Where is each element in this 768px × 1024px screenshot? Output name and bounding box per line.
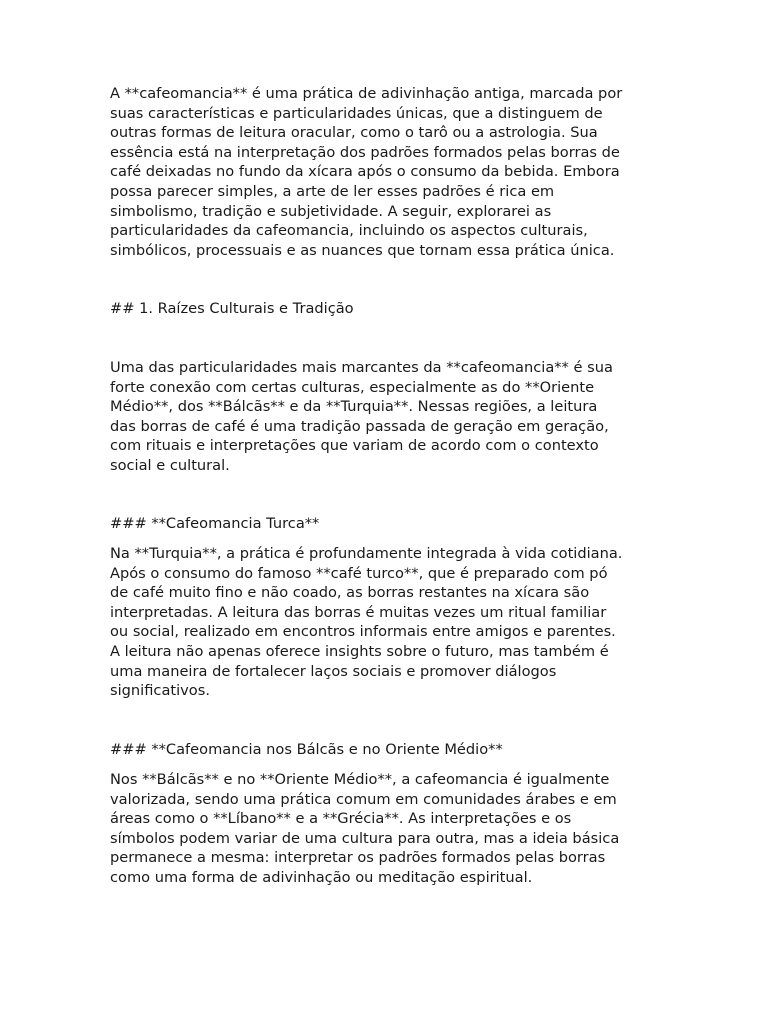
cultural-roots-paragraph: Uma das particularidades mais marcantes da **cafeomancia** é sua forte conexão com certas culturas, especialmente as do **Oriente Médio**, dos **Bálcãs** e da **Turquia**. Nessas regiões, a leitura das borras de café é uma tradição passada de geração em geração, com rituais e interpretações que variam de acordo com o contexto social e cultural.: [110, 359, 613, 474]
balkans-middle-east-paragraph: Nos **Bálcãs** e no **Oriente Médio**, a cafeomancia é igualmente valorizada, sendo uma prática comum em comunidades árabes e em áreas como o **Líbano** e a **Grécia**. As interpretações e os símbolos podem variar de uma cultura para outra, mas a ideia básica permanece a mesma: interpretar os padrões formados pelas borras como uma forma de adivinhação ou meditação espiritual.: [110, 771, 620, 886]
subheading-turkish-cafeomancy: ### **Cafeomancia Turca**: [110, 515, 320, 532]
turkish-cafeomancy-paragraph: Na **Turquia**, a prática é profundamente integrada à vida cotidiana. Após o consumo do famoso **café turco**, que é preparado com pó de café muito fino e não coado, as borras restantes na xícara são interpretadas. A leitura das borras é muitas vezes um ritual familiar ou social, realizado em encontros informais entre amigos e parentes. A leitura não apenas oferece insights sobre o futuro, mas também é uma maneira de fortalecer laços sociais e promover diálogos significativos.: [110, 545, 623, 700]
intro-paragraph: A **cafeomancia** é uma prática de adivinhação antiga, marcada por suas características e particularidades únicas, que a distinguem de outras formas de leitura oracular, como o tarô ou a astrologia. Sua essência está na interpretação dos padrões formados pelas borras de café deixadas no fundo da xícara após o consumo da bebida. Embora possa parecer simples, a arte de ler esses padrões é rica em simbolismo, tradição e subjetividade. A seguir, explorarei as particularidades da cafeomancia, incluindo os aspectos culturais, simbólicos, processuais e as nuances que tornam essa prática única.: [110, 85, 623, 259]
subheading-balkans-middle-east: ### **Cafeomancia nos Bálcãs e no Oriente Médio**: [110, 741, 503, 758]
section-heading-cultural-roots: ## 1. Raízes Culturais e Tradição: [110, 300, 354, 317]
